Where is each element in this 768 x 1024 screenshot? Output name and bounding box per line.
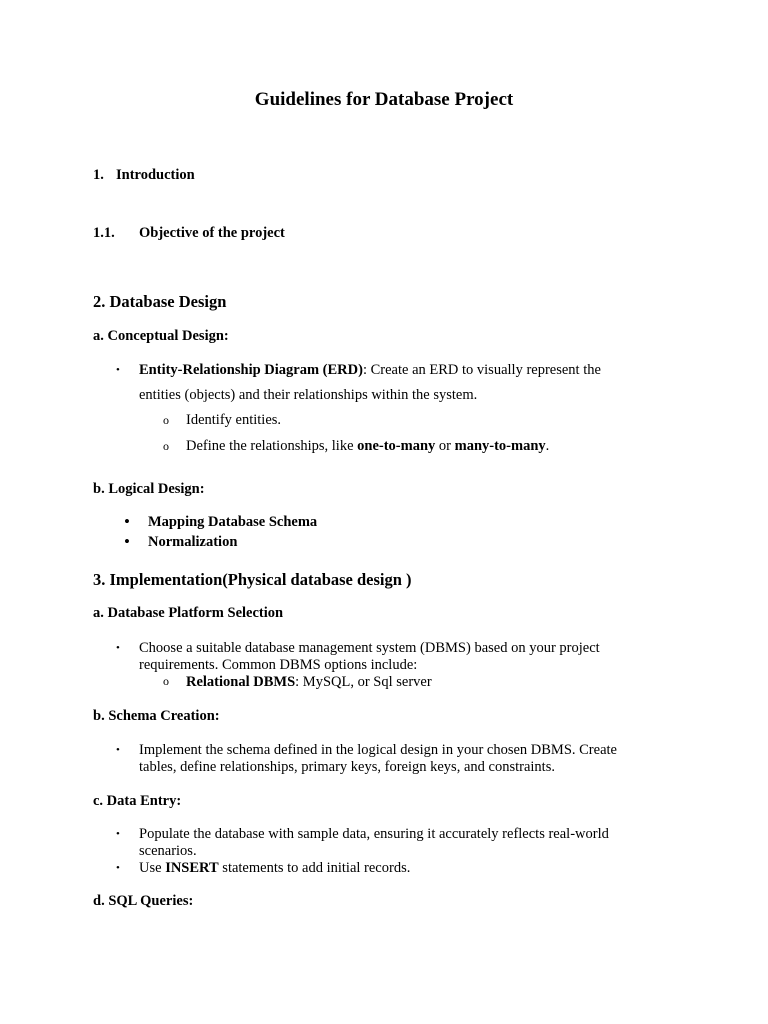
section-number-intro: 1. <box>93 167 104 183</box>
section-heading-implementation: 3. Implementation(Physical database design ) <box>93 570 412 589</box>
section-heading-intro: Introduction <box>116 167 195 183</box>
circle-bullet-icon: o <box>163 674 169 688</box>
circle-bullet-icon: o <box>163 439 169 453</box>
circle-bullet-icon: o <box>163 413 169 427</box>
define-rel-mid: or <box>435 438 455 454</box>
bullet-icon: • <box>124 512 130 531</box>
bullet-icon: • <box>116 364 120 376</box>
identify-entities-item: Identify entities. <box>186 412 282 428</box>
document-title: Guidelines for Database Project <box>254 89 514 110</box>
logical-item-mapping: Mapping Database Schema <box>148 514 318 530</box>
data-entry-line-1: Populate the database with sample data, ensuring it accurately reflects real-world <box>139 826 609 842</box>
insert-prefix: Use <box>139 860 166 876</box>
bullet-icon: • <box>124 532 130 551</box>
subsection-number-objective: 1.1. <box>93 225 115 241</box>
subheading-sql-queries: d. SQL Queries: <box>93 893 194 909</box>
schema-line-1: Implement the schema defined in the logical design in your chosen DBMS. Create <box>139 742 617 758</box>
subheading-logical: b. Logical Design: <box>93 481 205 497</box>
subheading-conceptual: a. Conceptual Design: <box>93 328 229 344</box>
insert-text: statements to add initial records. <box>218 860 411 876</box>
define-relationships-item <box>186 438 549 455</box>
subsection-heading-objective: Objective of the project <box>139 225 285 241</box>
many-to-many: many-to-many <box>454 438 546 454</box>
section-heading-design: 2. Database Design <box>93 292 227 311</box>
insert-bold: INSERT <box>165 860 219 876</box>
bullet-icon: • <box>116 828 120 840</box>
subheading-platform: a. Database Platform Selection <box>93 605 284 621</box>
subheading-data-entry: c. Data Entry: <box>93 793 182 809</box>
erd-line-2: entities (objects) and their relationships within the system. <box>139 387 478 403</box>
one-to-many: one-to-many <box>357 438 436 454</box>
bullet-icon: • <box>116 862 120 874</box>
platform-line-1: Choose a suitable database management system (DBMS) based on your project <box>139 640 600 656</box>
relational-dbms-bold: Relational DBMS <box>186 674 296 690</box>
schema-line-2: tables, define relationships, primary keys, foreign keys, and constraints. <box>139 759 555 775</box>
data-entry-line-2: scenarios. <box>139 843 197 859</box>
bullet-icon: • <box>116 744 120 756</box>
logical-item-normalization: Normalization <box>148 534 238 550</box>
insert-item <box>139 860 410 877</box>
relational-dbms-item <box>186 674 432 691</box>
erd-bold: Entity-Relationship Diagram (ERD) <box>139 362 363 378</box>
relational-dbms-text: : MySQL, or Sql server <box>295 674 432 690</box>
platform-line-2: requirements. Common DBMS options include: <box>139 657 418 673</box>
erd-line-1 <box>139 362 601 379</box>
define-rel-prefix: Define the relationships, like <box>186 438 358 454</box>
subheading-schema: b. Schema Creation: <box>93 708 220 724</box>
erd-text-1: : Create an ERD to visually represent the <box>362 362 601 378</box>
define-rel-end: . <box>545 438 550 454</box>
bullet-icon: • <box>116 642 120 654</box>
